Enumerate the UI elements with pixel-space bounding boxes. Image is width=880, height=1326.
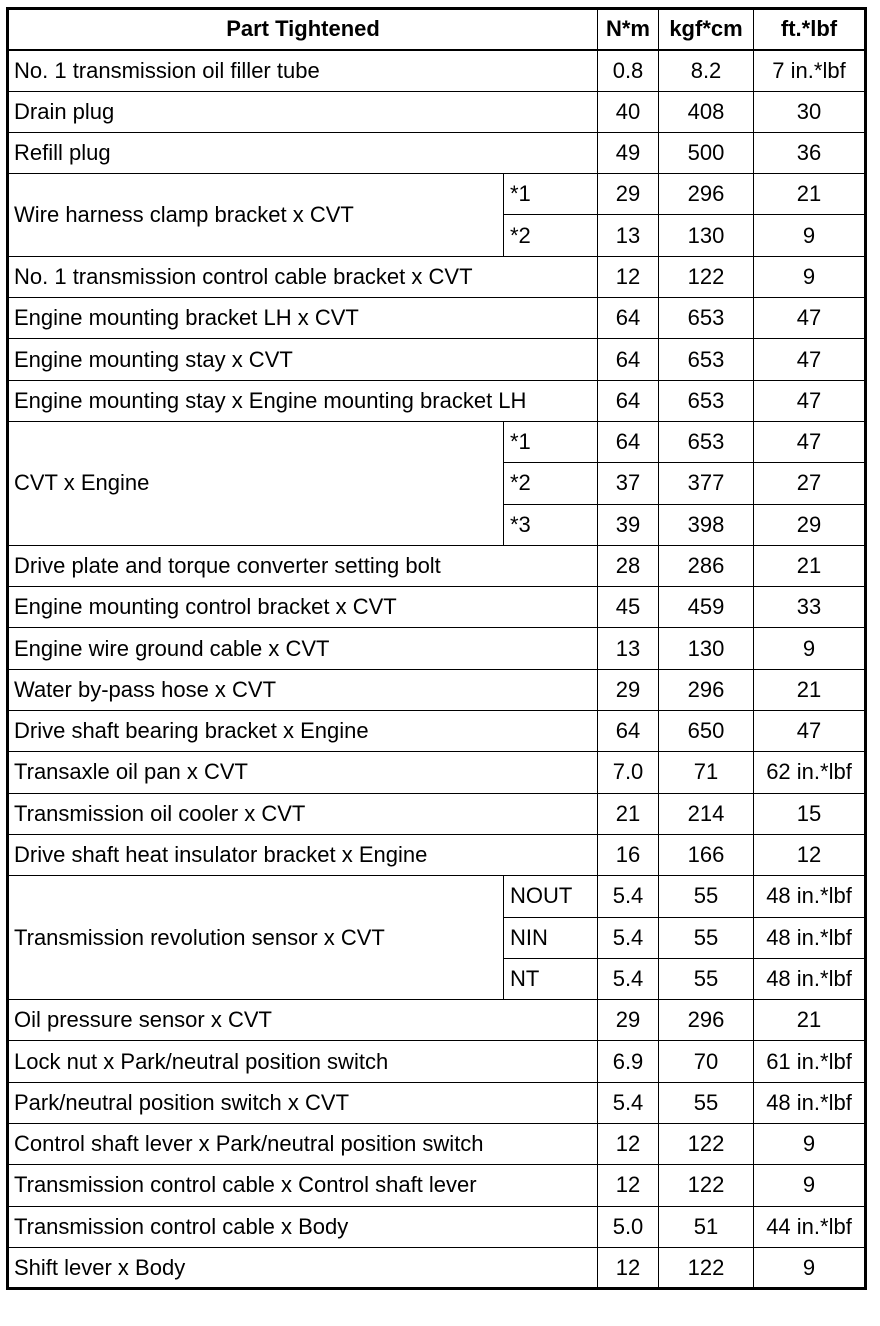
kgfcm-value-cell: 500 [659,132,754,173]
kgfcm-value-cell: 398 [659,504,754,545]
part-name-cell: Engine mounting stay x CVT [8,339,598,380]
table-body [8,50,866,1289]
table-row [8,876,866,917]
ftlbf-value-cell: 47 [754,380,866,421]
kgfcm-value-cell: 130 [659,628,754,669]
table-row [8,1247,866,1288]
ftlbf-value-cell: 47 [754,711,866,752]
sub-item-cell: NOUT [504,876,598,917]
ftlbf-value-cell: 9 [754,1247,866,1288]
ftlbf-value-cell: 47 [754,339,866,380]
header-row [8,9,866,50]
ftlbf-value-cell: 21 [754,669,866,710]
part-name-cell: Drive plate and torque converter setting bolt [8,545,598,586]
ftlbf-value-cell: 12 [754,834,866,875]
kgfcm-value-cell: 653 [659,421,754,462]
nm-value-cell: 29 [598,1000,659,1041]
kgfcm-value-cell: 296 [659,1000,754,1041]
kgfcm-value-cell: 653 [659,339,754,380]
part-name-cell: Transmission oil cooler x CVT [8,793,598,834]
nm-value-cell: 5.4 [598,876,659,917]
ftlbf-value-cell: 9 [754,628,866,669]
sub-item-cell: *1 [504,174,598,215]
table-row [8,793,866,834]
kgfcm-value-cell: 55 [659,958,754,999]
header-ftlbf: ft.*lbf [754,9,866,50]
nm-value-cell: 64 [598,298,659,339]
table-row [8,669,866,710]
sub-item-cell: *3 [504,504,598,545]
ftlbf-value-cell: 9 [754,1165,866,1206]
ftlbf-value-cell: 62 in.*lbf [754,752,866,793]
torque-specification-table [6,7,867,1290]
table-row [8,628,866,669]
table-row [8,1082,866,1123]
table-row [8,1124,866,1165]
part-name-cell: Transmission control cable x Control shaft lever [8,1165,598,1206]
nm-value-cell: 64 [598,380,659,421]
kgfcm-value-cell: 122 [659,256,754,297]
part-name-cell: Wire harness clamp bracket x CVT [8,174,504,257]
part-name-cell: Drive shaft bearing bracket x Engine [8,711,598,752]
kgfcm-value-cell: 653 [659,298,754,339]
kgfcm-value-cell: 166 [659,834,754,875]
ftlbf-value-cell: 47 [754,298,866,339]
part-name-cell: Engine mounting bracket LH x CVT [8,298,598,339]
part-name-cell: CVT x Engine [8,421,504,545]
nm-value-cell: 6.9 [598,1041,659,1082]
nm-value-cell: 13 [598,628,659,669]
nm-value-cell: 64 [598,421,659,462]
part-name-cell: Park/neutral position switch x CVT [8,1082,598,1123]
part-name-cell: Lock nut x Park/neutral position switch [8,1041,598,1082]
part-name-cell: Transmission revolution sensor x CVT [8,876,504,1000]
kgfcm-value-cell: 377 [659,463,754,504]
kgfcm-value-cell: 459 [659,587,754,628]
table-row [8,132,866,173]
ftlbf-value-cell: 36 [754,132,866,173]
nm-value-cell: 28 [598,545,659,586]
nm-value-cell: 12 [598,1247,659,1288]
part-name-cell: Transaxle oil pan x CVT [8,752,598,793]
nm-value-cell: 12 [598,1124,659,1165]
part-name-cell: Refill plug [8,132,598,173]
part-name-cell: Drive shaft heat insulator bracket x Engine [8,834,598,875]
ftlbf-value-cell: 47 [754,421,866,462]
nm-value-cell: 45 [598,587,659,628]
ftlbf-value-cell: 21 [754,1000,866,1041]
ftlbf-value-cell: 21 [754,174,866,215]
table-row [8,711,866,752]
ftlbf-value-cell: 48 in.*lbf [754,917,866,958]
part-name-cell: Engine wire ground cable x CVT [8,628,598,669]
nm-value-cell: 21 [598,793,659,834]
table-row [8,834,866,875]
nm-value-cell: 39 [598,504,659,545]
ftlbf-value-cell: 48 in.*lbf [754,1082,866,1123]
table-row [8,174,866,215]
table-row [8,256,866,297]
part-name-cell: No. 1 transmission control cable bracket x CVT [8,256,598,297]
kgfcm-value-cell: 653 [659,380,754,421]
kgfcm-value-cell: 71 [659,752,754,793]
nm-value-cell: 12 [598,256,659,297]
table-row [8,545,866,586]
part-name-cell: Control shaft lever x Park/neutral position switch [8,1124,598,1165]
table-row [8,1000,866,1041]
part-name-cell: Drain plug [8,91,598,132]
nm-value-cell: 5.4 [598,958,659,999]
sub-item-cell: *2 [504,463,598,504]
ftlbf-value-cell: 27 [754,463,866,504]
kgfcm-value-cell: 70 [659,1041,754,1082]
table-row [8,752,866,793]
kgfcm-value-cell: 8.2 [659,50,754,91]
kgfcm-value-cell: 55 [659,1082,754,1123]
nm-value-cell: 5.0 [598,1206,659,1247]
table-row [8,380,866,421]
ftlbf-value-cell: 9 [754,215,866,256]
table-row [8,50,866,91]
table-row [8,587,866,628]
ftlbf-value-cell: 9 [754,256,866,297]
sub-item-cell: *1 [504,421,598,462]
nm-value-cell: 49 [598,132,659,173]
nm-value-cell: 7.0 [598,752,659,793]
kgfcm-value-cell: 122 [659,1124,754,1165]
kgfcm-value-cell: 55 [659,876,754,917]
sub-item-cell: NT [504,958,598,999]
part-name-cell: Engine mounting control bracket x CVT [8,587,598,628]
part-name-cell: No. 1 transmission oil filler tube [8,50,598,91]
nm-value-cell: 5.4 [598,1082,659,1123]
table-row [8,91,866,132]
kgfcm-value-cell: 130 [659,215,754,256]
table-row [8,1206,866,1247]
table-row [8,421,866,462]
nm-value-cell: 40 [598,91,659,132]
header-part-tightened: Part Tightened [8,9,598,50]
nm-value-cell: 64 [598,711,659,752]
header-kgfcm: kgf*cm [659,9,754,50]
nm-value-cell: 16 [598,834,659,875]
nm-value-cell: 12 [598,1165,659,1206]
nm-value-cell: 29 [598,669,659,710]
kgfcm-value-cell: 650 [659,711,754,752]
ftlbf-value-cell: 15 [754,793,866,834]
ftlbf-value-cell: 21 [754,545,866,586]
ftlbf-value-cell: 61 in.*lbf [754,1041,866,1082]
kgfcm-value-cell: 214 [659,793,754,834]
ftlbf-value-cell: 44 in.*lbf [754,1206,866,1247]
ftlbf-value-cell: 48 in.*lbf [754,876,866,917]
ftlbf-value-cell: 7 in.*lbf [754,50,866,91]
kgfcm-value-cell: 122 [659,1165,754,1206]
part-name-cell: Engine mounting stay x Engine mounting bracket LH [8,380,598,421]
ftlbf-value-cell: 48 in.*lbf [754,958,866,999]
table-row [8,1041,866,1082]
part-name-cell: Shift lever x Body [8,1247,598,1288]
header-nm: N*m [598,9,659,50]
kgfcm-value-cell: 286 [659,545,754,586]
part-name-cell: Transmission control cable x Body [8,1206,598,1247]
nm-value-cell: 5.4 [598,917,659,958]
sub-item-cell: NIN [504,917,598,958]
kgfcm-value-cell: 122 [659,1247,754,1288]
table-row [8,298,866,339]
ftlbf-value-cell: 29 [754,504,866,545]
kgfcm-value-cell: 296 [659,174,754,215]
sub-item-cell: *2 [504,215,598,256]
table-row [8,339,866,380]
nm-value-cell: 0.8 [598,50,659,91]
nm-value-cell: 37 [598,463,659,504]
kgfcm-value-cell: 296 [659,669,754,710]
ftlbf-value-cell: 30 [754,91,866,132]
kgfcm-value-cell: 55 [659,917,754,958]
nm-value-cell: 13 [598,215,659,256]
nm-value-cell: 29 [598,174,659,215]
part-name-cell: Water by-pass hose x CVT [8,669,598,710]
ftlbf-value-cell: 33 [754,587,866,628]
nm-value-cell: 64 [598,339,659,380]
part-name-cell: Oil pressure sensor x CVT [8,1000,598,1041]
kgfcm-value-cell: 408 [659,91,754,132]
table-row [8,1165,866,1206]
ftlbf-value-cell: 9 [754,1124,866,1165]
kgfcm-value-cell: 51 [659,1206,754,1247]
